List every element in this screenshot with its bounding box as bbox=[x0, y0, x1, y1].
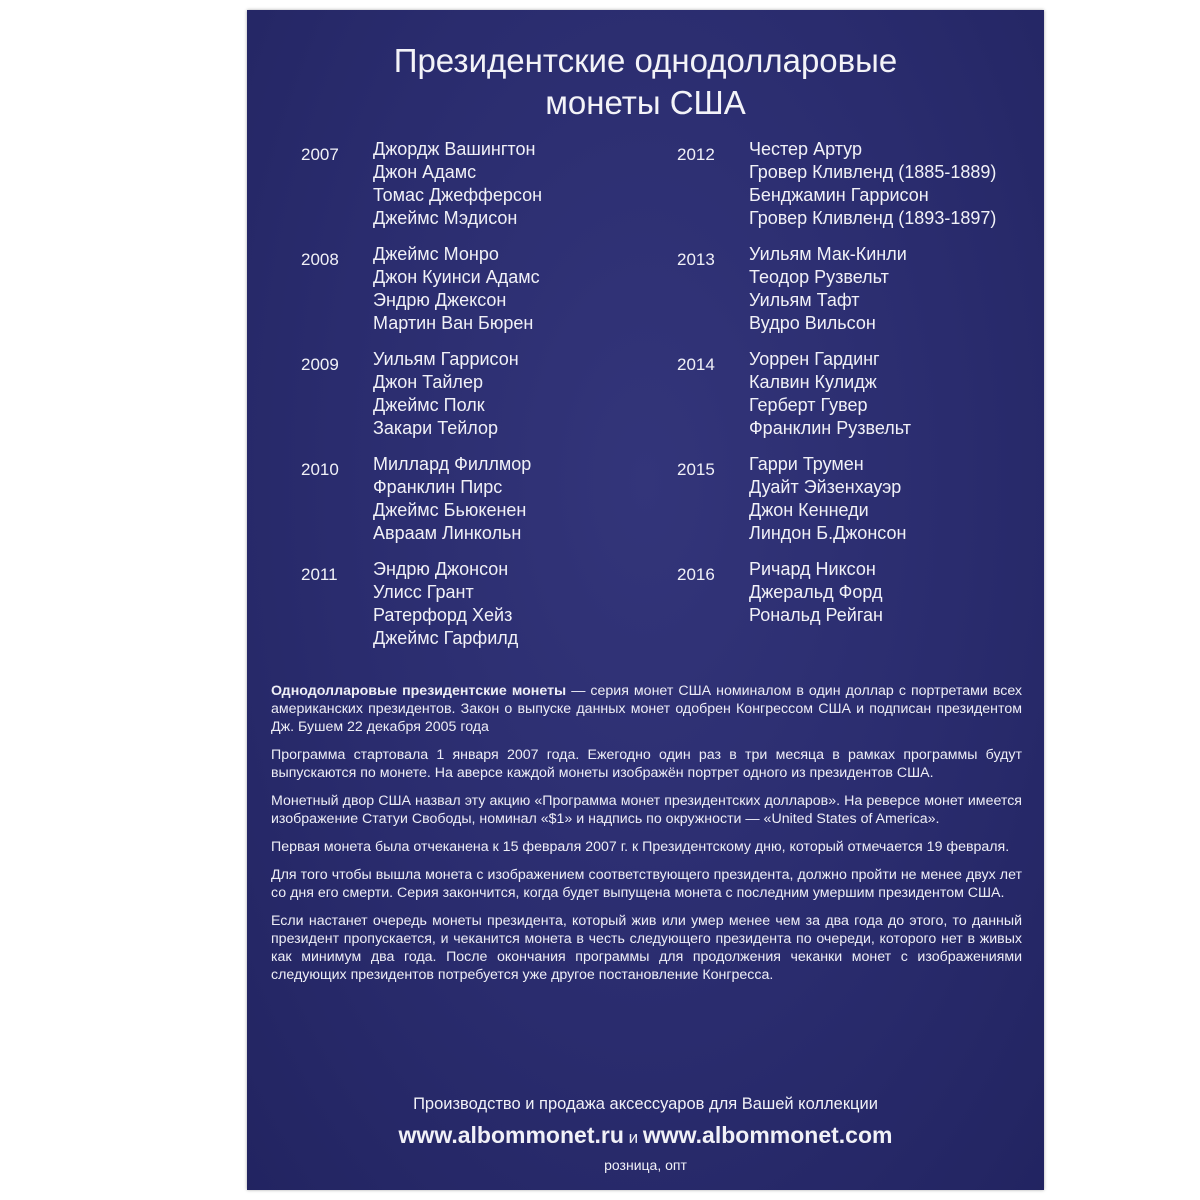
president-list bbox=[749, 453, 906, 545]
president-list bbox=[373, 558, 518, 650]
president-name: Джеральд Форд bbox=[749, 582, 883, 602]
website-link-com[interactable]: www.albommonet.com bbox=[642, 1122, 893, 1148]
president-name: Теодор Рузвельт bbox=[749, 267, 889, 287]
president-name: Джон Адамс bbox=[373, 162, 477, 182]
year-group bbox=[301, 558, 661, 663]
year-label: 2007 bbox=[301, 145, 339, 164]
footer-websites bbox=[247, 1119, 1044, 1154]
president-name: Уильям Тафт bbox=[749, 290, 860, 310]
president-name: Джеймс Монро bbox=[373, 244, 499, 264]
president-name: Уильям Мак-Кинли bbox=[749, 244, 907, 264]
year-group bbox=[677, 138, 1037, 243]
president-name: Бенджамин Гаррисон bbox=[749, 185, 929, 205]
president-name: Джеймс Бьюкенен bbox=[373, 500, 527, 520]
year-group bbox=[301, 138, 661, 243]
president-name: Мартин Ван Бюрен bbox=[373, 313, 534, 333]
president-list bbox=[373, 243, 540, 335]
footer bbox=[247, 1093, 1044, 1174]
president-name: Честер Артур bbox=[749, 139, 862, 159]
year-group bbox=[677, 243, 1037, 348]
president-list bbox=[749, 138, 996, 230]
year-group bbox=[677, 453, 1037, 558]
president-list bbox=[749, 243, 907, 335]
title-line-2: монеты США bbox=[545, 84, 746, 121]
president-name: Джеймс Гарфилд bbox=[373, 628, 519, 648]
year-label: 2015 bbox=[677, 460, 715, 479]
footer-tagline: Производство и продажа аксессуаров для Вашей коллекции bbox=[413, 1095, 878, 1113]
paragraph-3: Монетный двор США назвал эту акцию «Программа монет президентских долларов». На реверсе монет имеется изображение Статуи Свободы, номинал «$1» и надпись по окружности — «United States of America». bbox=[271, 793, 1022, 827]
paragraph-1 bbox=[271, 682, 1022, 736]
year-label: 2013 bbox=[677, 250, 715, 269]
years-column-left bbox=[301, 138, 661, 663]
president-name: Вудро Вильсон bbox=[749, 313, 876, 333]
president-name: Ричард Никсон bbox=[749, 559, 876, 579]
president-name: Уоррен Гардинг bbox=[749, 349, 880, 369]
paragraph-6: Если настанет очередь монеты президента, который жив или умер менее чем за два года до этого, то данный президент пропускается, и чеканится монета в честь следующего президента по очереди, которого нет в живых как минимум два года. После окончания программы для продолжения чеканки монет с изображениями следующих президентов потребуется уже другое постановление Конгресса. bbox=[271, 913, 1022, 983]
year-label: 2014 bbox=[677, 355, 715, 374]
year-group bbox=[301, 453, 661, 558]
year-label: 2009 bbox=[301, 355, 339, 374]
president-name: Линдон Б.Джонсон bbox=[749, 523, 907, 543]
president-name: Миллард Филлмор bbox=[373, 454, 532, 474]
description-text bbox=[271, 682, 1022, 994]
title-line-1: Президентские однодолларовые bbox=[393, 42, 898, 79]
president-list bbox=[373, 348, 519, 440]
year-label: 2011 bbox=[301, 565, 338, 584]
paragraph-2: Программа стартовала 1 января 2007 года. Ежегодно один раз в три месяца в рамках программы будут выпускаются по монете. На аверсе каждой монеты изображён портрет одного из президентов США. bbox=[271, 747, 1022, 781]
years-column-right bbox=[677, 138, 1037, 663]
president-name: Улисс Грант bbox=[373, 582, 474, 602]
page-title bbox=[247, 40, 1044, 124]
website-link-ru[interactable]: www.albommonet.ru bbox=[398, 1122, 624, 1148]
president-name: Франклин Пирс bbox=[373, 477, 503, 497]
president-list bbox=[373, 138, 542, 230]
paragraph-1-bold: Однодолларовые президентские монеты bbox=[271, 683, 567, 699]
booklet-page bbox=[247, 10, 1044, 1190]
president-name: Калвин Кулидж bbox=[749, 372, 877, 392]
president-name: Ратерфорд Хейз bbox=[373, 605, 513, 625]
president-name: Джеймс Полк bbox=[373, 395, 485, 415]
president-name: Эндрю Джексон bbox=[373, 290, 507, 310]
year-label: 2012 bbox=[677, 145, 715, 164]
president-name: Уильям Гаррисон bbox=[373, 349, 519, 369]
paragraph-4: Первая монета была отчеканена к 15 февраля 2007 г. к Президентскому дню, который отмечается 19 февраля. bbox=[271, 839, 1010, 855]
president-list bbox=[749, 348, 911, 440]
president-name: Гровер Кливленд (1885-1889) bbox=[749, 162, 997, 182]
paragraph-5: Для того чтобы вышла монета с изображением соответствующего президента, должно пройти не менее двух лет со дня его смерти. Серия закончится, когда будет выпущена монета с последним умершим президентом США. bbox=[271, 867, 1022, 901]
president-name: Закари Тейлор bbox=[373, 418, 499, 438]
president-name: Джон Кеннеди bbox=[749, 500, 869, 520]
year-label: 2008 bbox=[301, 250, 339, 269]
president-name: Джон Тайлер bbox=[373, 372, 483, 392]
president-list bbox=[373, 453, 531, 545]
president-name: Рональд Рейган bbox=[749, 605, 883, 625]
year-group bbox=[301, 243, 661, 348]
president-name: Герберт Гувер bbox=[749, 395, 868, 415]
year-group bbox=[301, 348, 661, 453]
year-group bbox=[677, 558, 1037, 663]
president-name: Дуайт Эйзенхауэр bbox=[749, 477, 902, 497]
president-name: Франклин Рузвельт bbox=[749, 418, 911, 438]
year-label: 2010 bbox=[301, 460, 339, 479]
year-group bbox=[677, 348, 1037, 453]
year-label: 2016 bbox=[677, 565, 715, 584]
president-name: Эндрю Джонсон bbox=[373, 559, 509, 579]
president-name: Джон Куинси Адамс bbox=[373, 267, 540, 287]
president-name: Джордж Вашингтон bbox=[373, 139, 536, 159]
president-name: Гарри Трумен bbox=[749, 454, 864, 474]
footer-conjunction: и bbox=[623, 1128, 643, 1147]
president-name: Джеймс Мэдисон bbox=[373, 208, 518, 228]
president-list bbox=[749, 558, 883, 627]
president-name: Гровер Кливленд (1893-1897) bbox=[749, 208, 997, 228]
president-name: Авраам Линкольн bbox=[373, 523, 522, 543]
paragraph-1-rest: — серия монет США номиналом в один доллар с портретами всех американских президентов. Закон о выпуске данных монет одобрен Конгрессом США и подписан президентом Дж. Бушем 22 декабря 2005 года bbox=[271, 683, 1022, 735]
footer-sales-type: розница, опт bbox=[604, 1157, 687, 1173]
president-name: Томас Джефферсон bbox=[373, 185, 543, 205]
